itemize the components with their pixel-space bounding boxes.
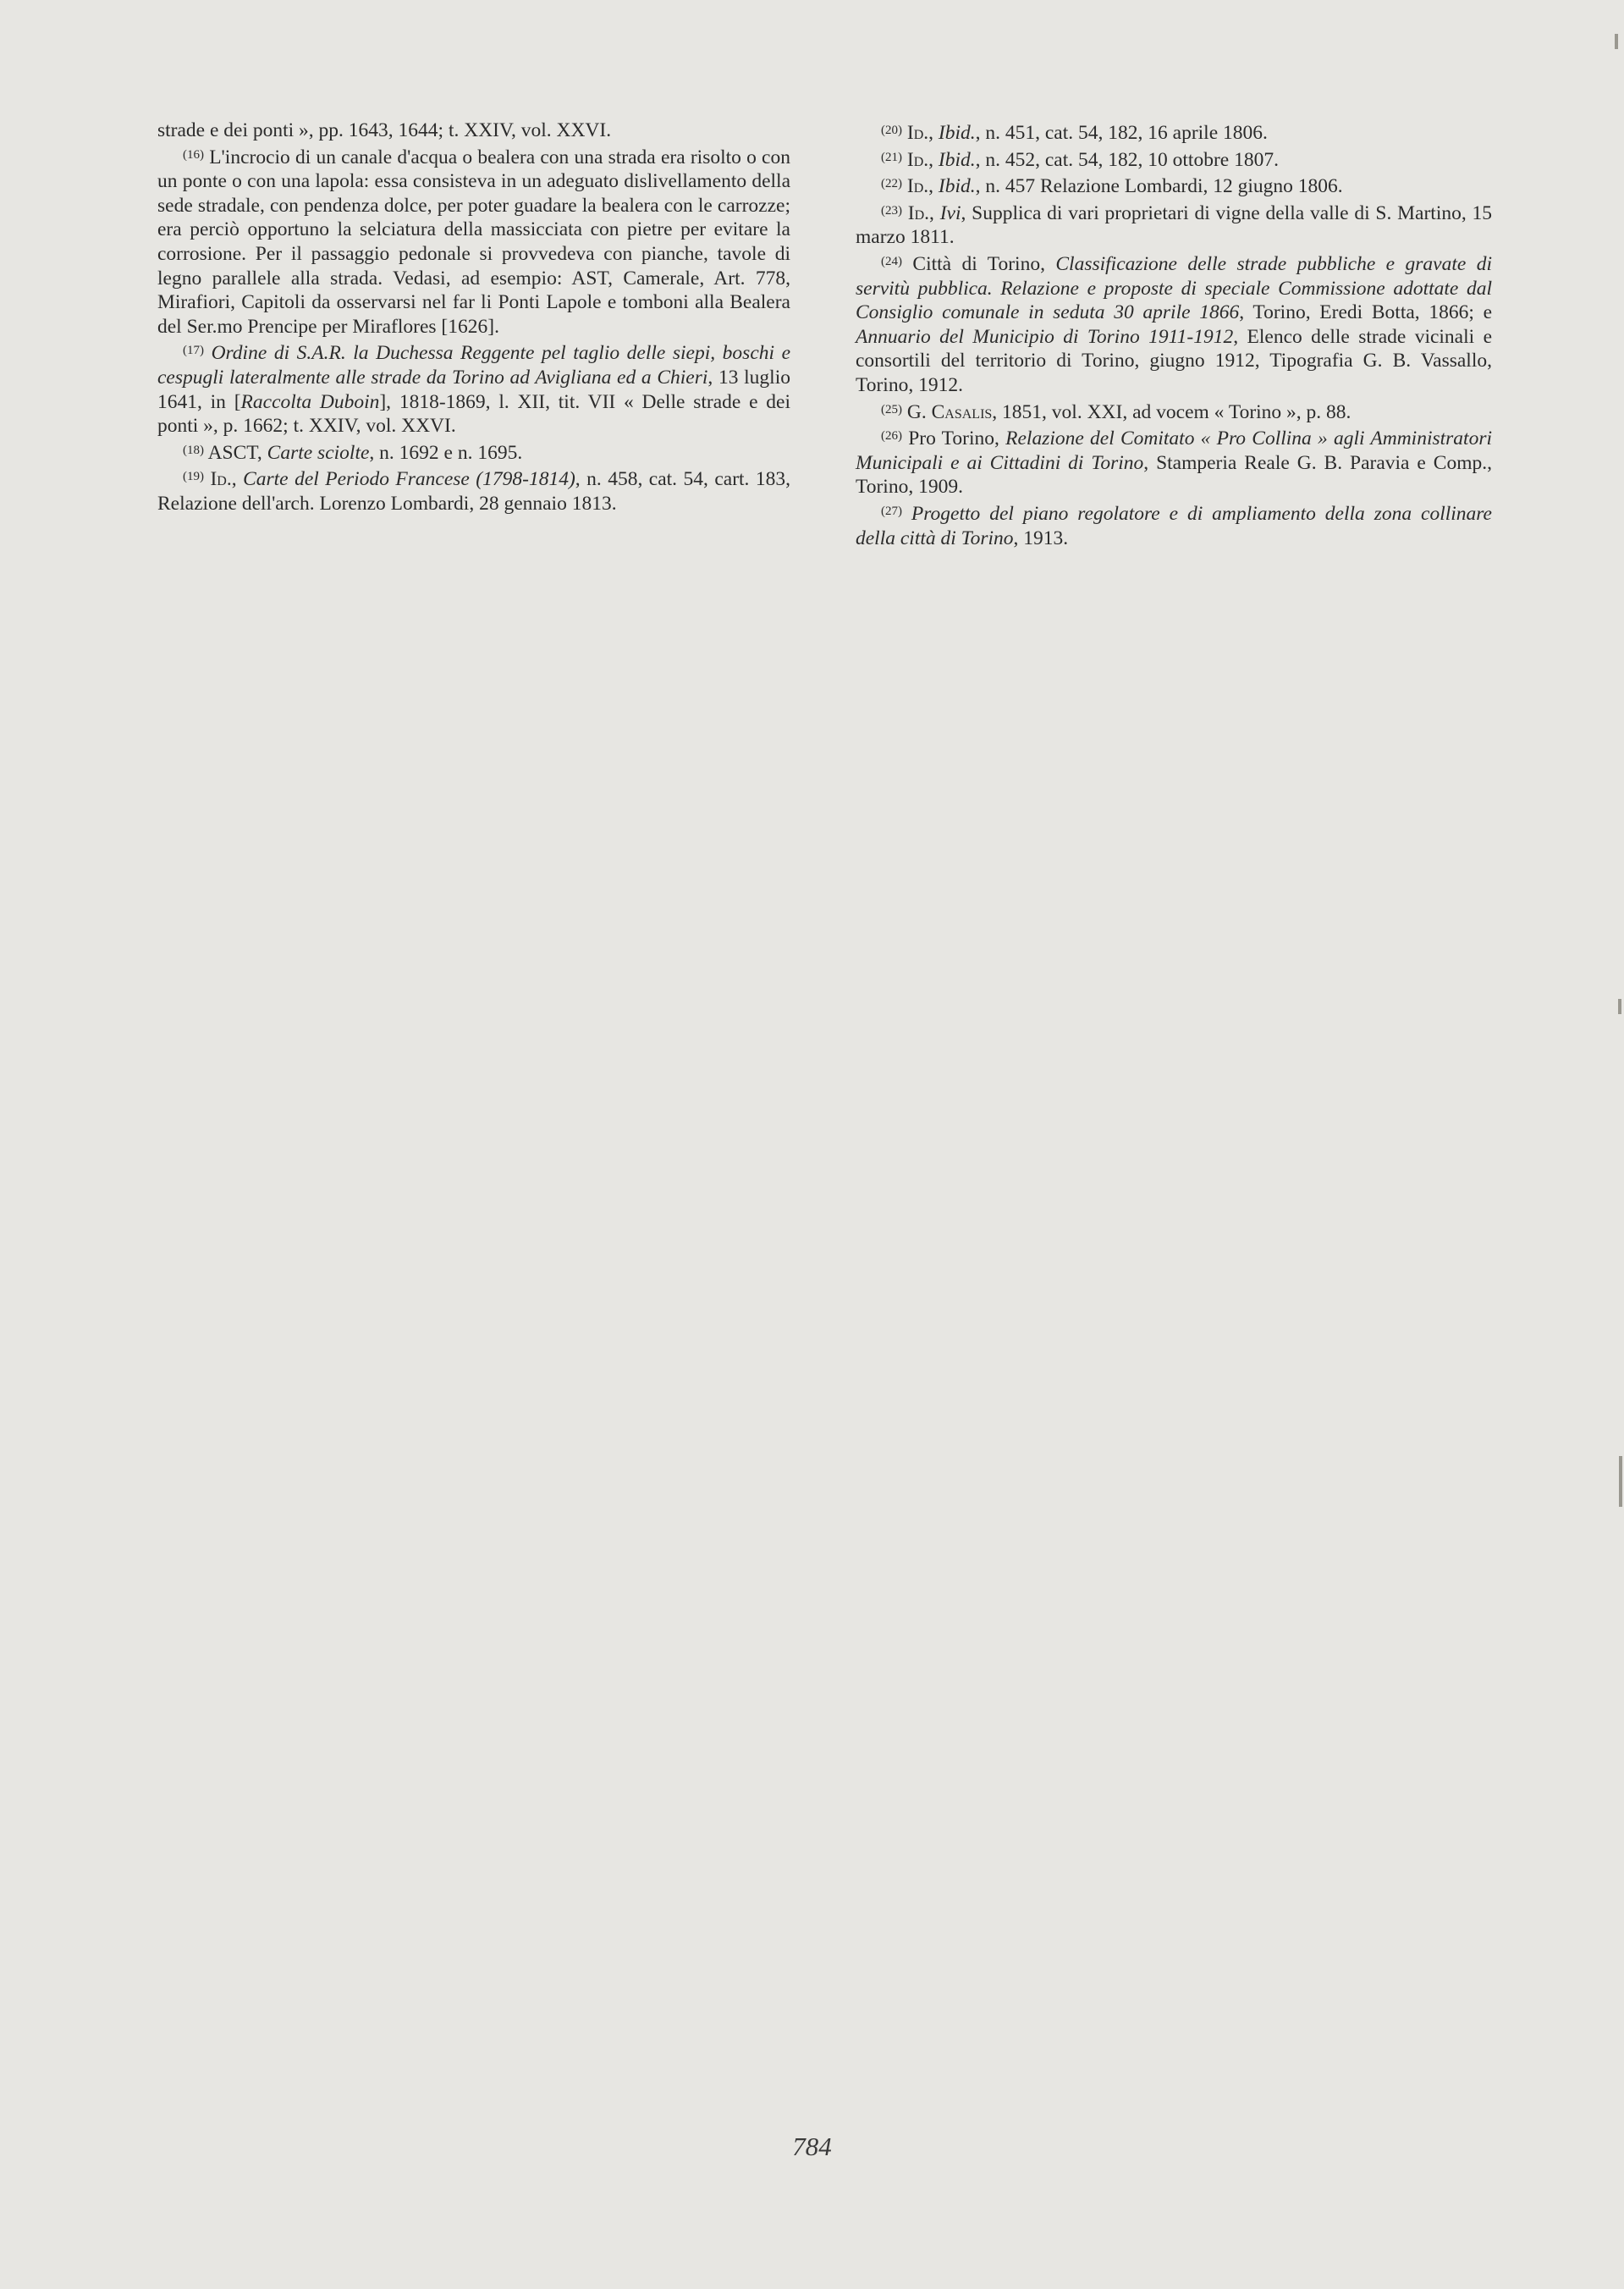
footnote-25: $^{(25)}$ G. Casalis, 1851, vol. XXI, ad vocem « Torino », p. 88. [881, 400, 1351, 423]
footnote-number: (16) [183, 147, 204, 162]
footnote-24: $^{(24)}$ Città di Torino, Classificazione delle strade pubbliche e gravate di servitù pubblica. Relazione e proposte di speciale Commissione adottate dal Consiglio comunale in seduta 30 aprile 1866, Torino, Eredi Botta, 1866; e Annuario del Municipio di Torino 1911-1912, Elenco delle strade vicinali e consortili del territorio di Torino, giugno 1912, Tipografia G. B. Vassallo, Torino, 1912. [856, 252, 1493, 396]
footnote-19: $^{(19)}$ Id., Carte del Periodo Francese (1798-1814), n. 458, cat. 54, cart. 183, Relazione dell'arch. Lorenzo Lombardi, 28 gennaio 1813. [157, 468, 791, 515]
footnote-number: (27) [881, 504, 902, 518]
footnote-number: (18) [183, 443, 204, 457]
footnote-26: $^{(26)}$ Pro Torino, Relazione del Comitato « Pro Collina » agli Amministratori Municipali e ai Cittadini di Torino, Stamperia Reale G. B. Paravia e Comp., Torino, 1909. [856, 427, 1493, 499]
footnote-number: (22) [881, 177, 902, 191]
footnotes-right-column [856, 119, 1492, 550]
footnote-number: (19) [183, 470, 204, 484]
page-number: 784 [792, 2132, 832, 2161]
footnote-21: $^{(21)}$ Id., Ibid., n. 452, cat. 54, 182, 10 ottobre 1807. [881, 148, 1279, 171]
footnote-number: (24) [881, 254, 902, 268]
scan-edge-mark [1618, 999, 1621, 1014]
footnote-number: (21) [881, 150, 902, 164]
footnote-number: (25) [881, 402, 902, 416]
footnote-20: $^{(20)}$ Id., Ibid., n. 451, cat. 54, 182, 16 aprile 1806. [881, 122, 1268, 144]
footnote-22: $^{(22)}$ Id., Ibid., n. 457 Relazione Lombardi, 12 giugno 1806. [881, 175, 1343, 198]
footnote-16: $^{(16)}$ L'incrocio di un canale d'acqua o bealera con una strada era risolto o con un ponte o con una lapola: essa consisteva in un adeguato dislivellamento della sede stradale, con pendenza dolce, per poter guadare la bealera con le carrozze; era perciò opportuno la selciatura della massicciata con pietre per evitare la corrosione. Per il passaggio pedonale si provvedeva con pianche, tavole di legno parallele alla strada. Vedasi, ad esempio: AST, Camerale, Art. 778, Mirafiori, Capitoli da osservarsi nel far li Ponti Lapole e tomboni alla Bealera del Ser.mo Prencipe per Miraflores [1626]. [157, 146, 790, 338]
footnote-number: (23) [881, 203, 902, 218]
scan-edge-mark [1615, 34, 1618, 49]
footnotes-left-column [157, 119, 790, 516]
footnote-23: $^{(23)}$ Id., Ivi, Supplica di vari proprietari di vigne della valle di S. Martino, 15 marzo 1811. [856, 201, 1493, 249]
footnote-number: (26) [881, 429, 902, 444]
footnote-number: (17) [183, 344, 204, 358]
footnote-18: $^{(18)}$ ASCT, Carte sciolte, n. 1692 e n. 1695. [183, 441, 523, 464]
scan-edge-mark [1619, 1456, 1622, 1507]
footnote-15-continuation: strade e dei ponti », pp. 1643, 1644; t. XXIV, vol. XXVI. [157, 119, 612, 141]
footnote-27: $^{(27)}$ Progetto del piano regolatore e di ampliamento della zona collinare della città di Torino, 1913. [856, 502, 1492, 549]
footnote-number: (20) [881, 124, 902, 137]
footnote-17: $^{(17)}$ Ordine di S.A.R. la Duchessa Reggente pel taglio delle siepi, boschi e cespugli lateralmente alle strade da Torino ad Avigliana ed a Chieri, 13 luglio 1641, in [Raccolta Duboin], 1818-1869, l. XII, tit. VII « Delle strade e dei ponti », p. 1662; t. XXIV, vol. XXVI. [157, 342, 791, 438]
